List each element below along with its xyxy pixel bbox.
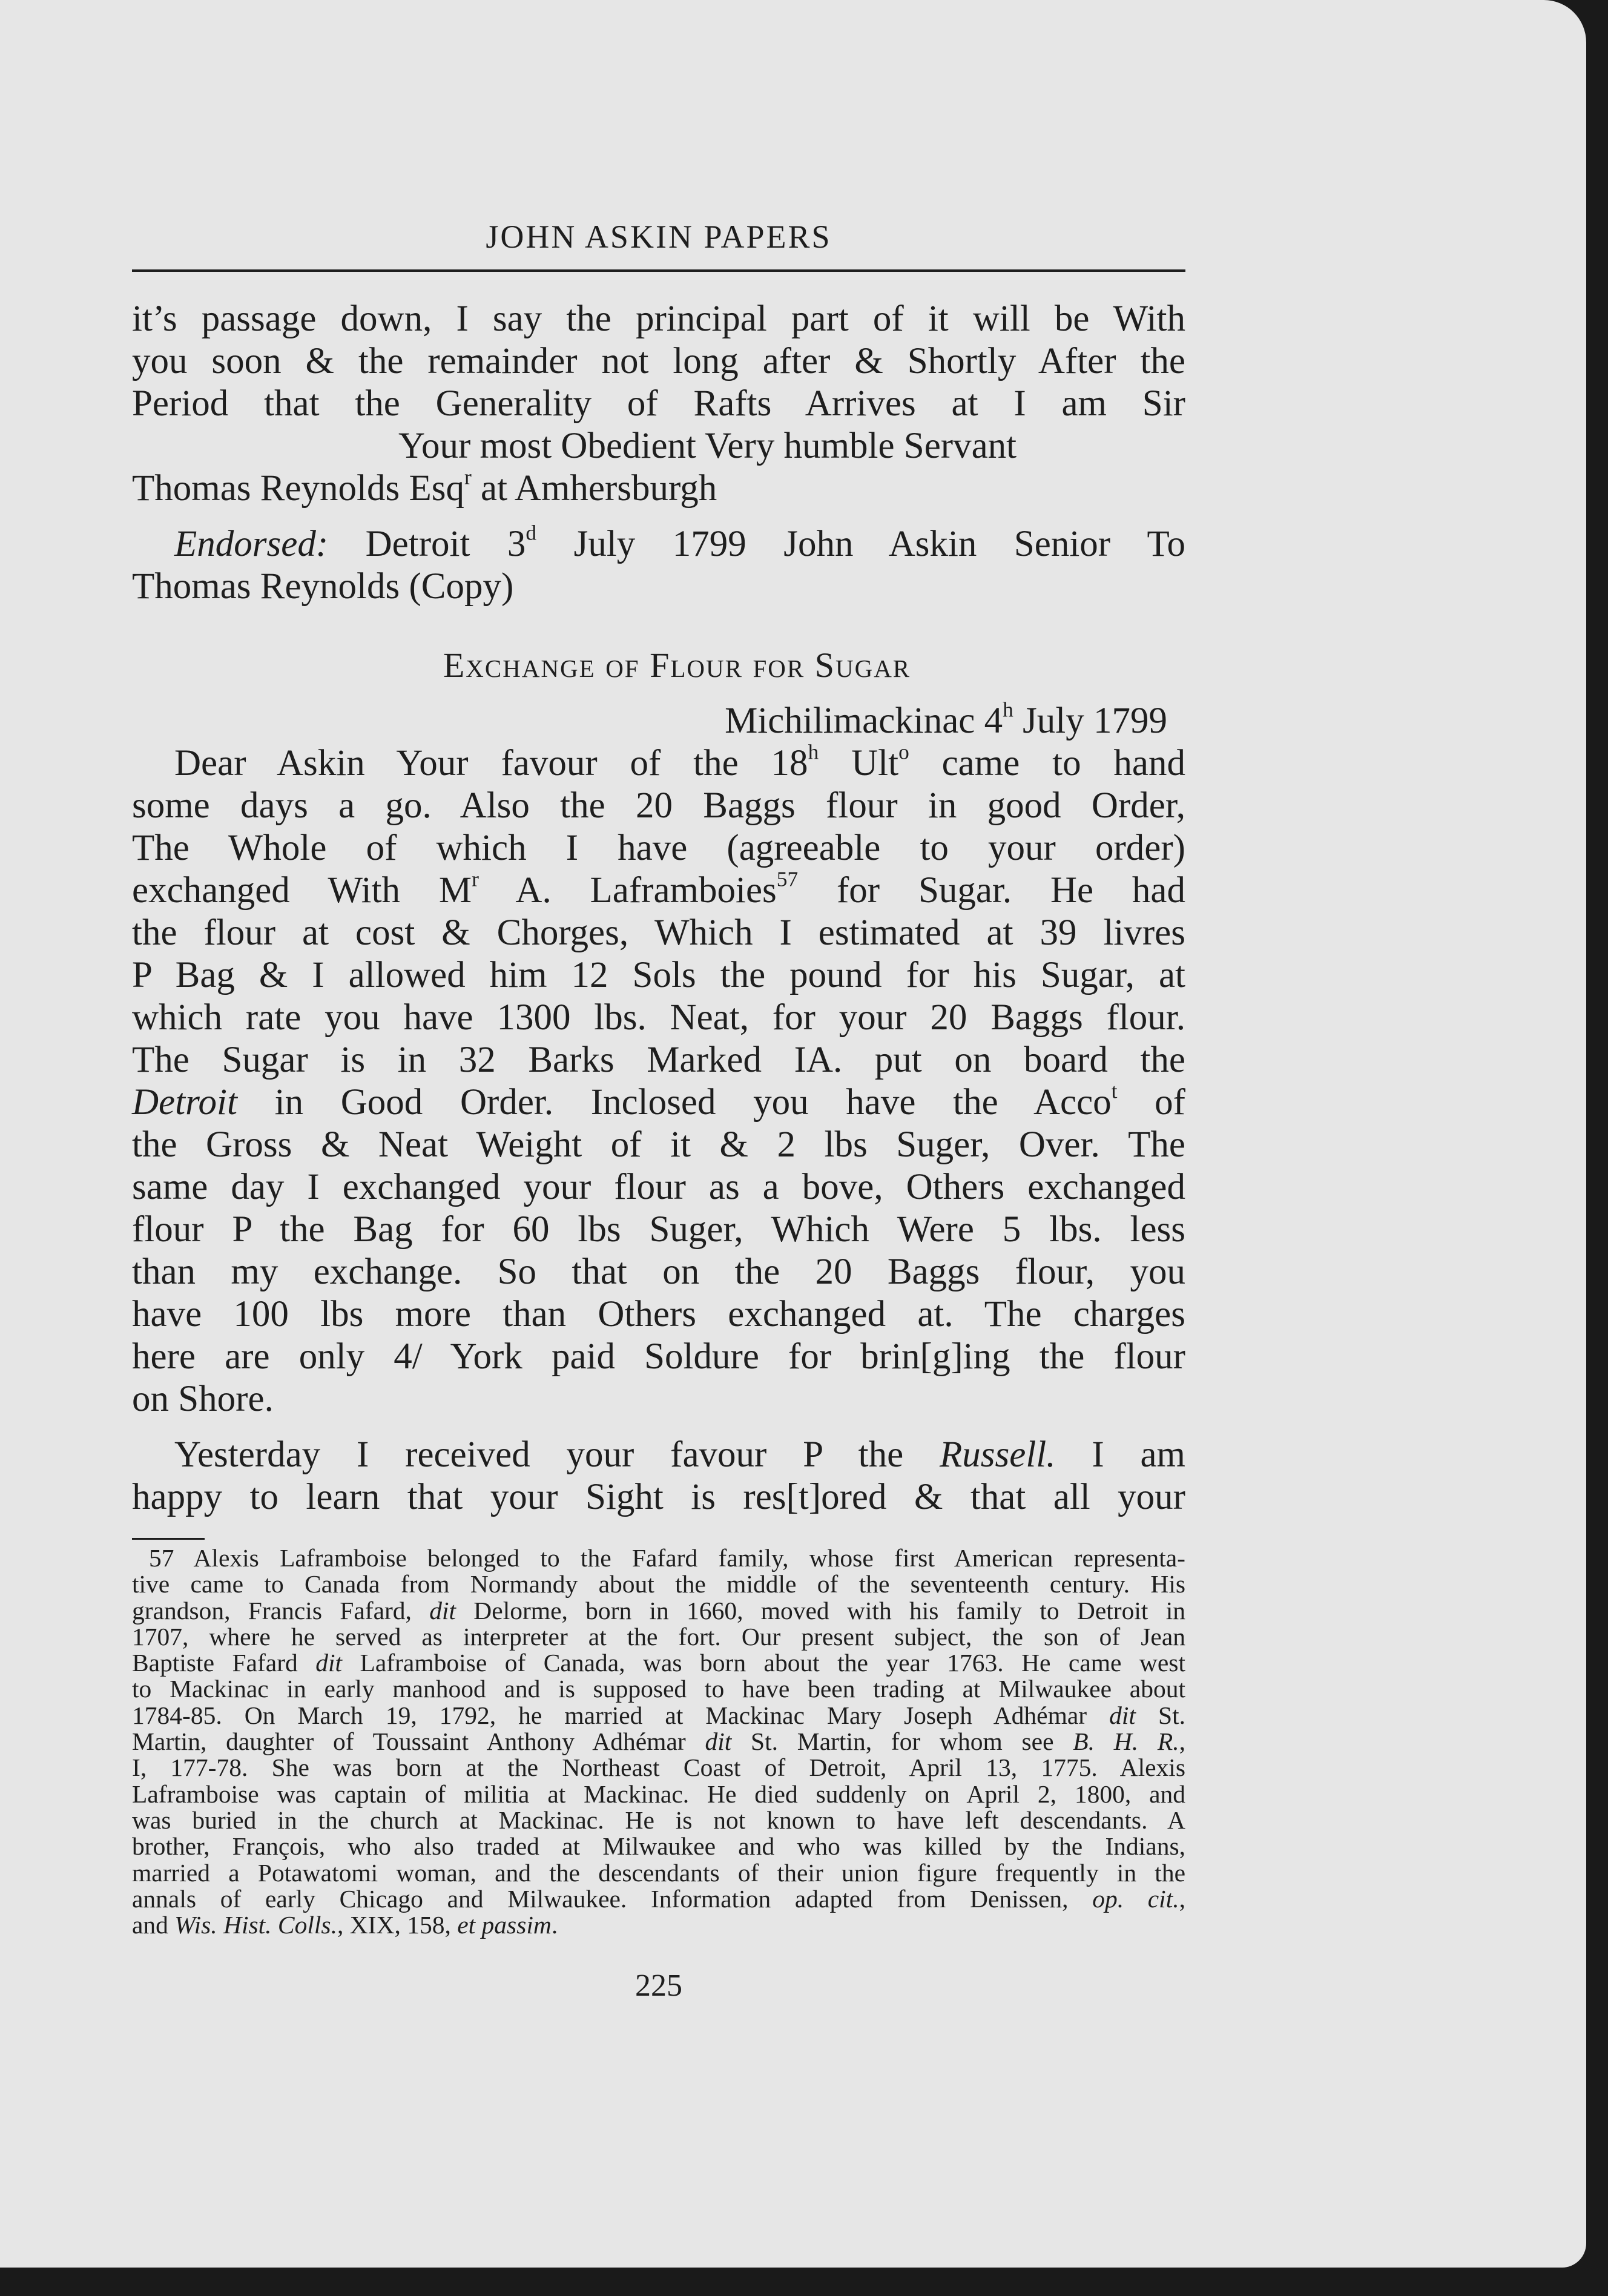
footnote-rule bbox=[132, 1538, 205, 1540]
text-line: you soon & the remainder not long after & Shortly After the bbox=[132, 341, 1185, 381]
body-text bbox=[132, 298, 1185, 1519]
footnote-ref: 57 bbox=[776, 866, 799, 891]
footnote-line: Martin, daughter of Toussaint Anthony Adhémar dit St. Martin, for whom see B. H. R., bbox=[132, 1727, 1185, 1756]
text-line: the Gross & Neat Weight of it & 2 lbs Suger, Over. The bbox=[132, 1124, 1185, 1165]
section-title: Exchange of Flour for Sugar bbox=[443, 645, 911, 685]
endorsement-label: Endorsed: bbox=[174, 524, 329, 564]
footnote-line: tive came to Canada from Normandy about the middle of the seventeenth century. His bbox=[132, 1570, 1185, 1598]
footnote-line: Baptiste Fafard dit Laframboise of Canada, was born about the year 1763. He came west bbox=[132, 1649, 1185, 1677]
footnote-line: grandson, Francis Fafard, dit Delorme, born in 1660, moved with his family to Detroit in bbox=[132, 1596, 1186, 1625]
text-line: Thomas Reynolds (Copy) bbox=[132, 566, 514, 607]
dateline: Michilimackinac 4$^h$ July 1799 bbox=[725, 697, 1167, 741]
text-line: the flour at cost & Chorges, Which I estimated at 39 livres bbox=[132, 912, 1185, 953]
letter-closing: Your most Obedient Very humble Servant bbox=[398, 426, 1017, 466]
text-line: here are only 4/ York paid Soldure for brin[g]ing the flour bbox=[132, 1336, 1185, 1377]
footnote-line: was buried in the church at Mackinac. He is not known to have left descendants. A bbox=[132, 1806, 1185, 1834]
footnote-line: Laframboise was captain of militia at Mackinac. He died suddenly on April 2, 1800, and bbox=[132, 1780, 1185, 1808]
footnote bbox=[132, 1545, 1185, 1938]
text-line: same day I exchanged your flour as a bove, Others exchanged bbox=[132, 1167, 1185, 1207]
text-line: it’s passage down, I say the principal part of it will be With bbox=[132, 299, 1185, 339]
letter-address: Thomas Reynolds Esq$^r$ at Amhersburgh bbox=[132, 464, 717, 509]
text-line: have 100 lbs more than Others exchanged at. The charges bbox=[132, 1294, 1185, 1334]
text-line: happy to learn that your Sight is res[t]ored & that all your bbox=[132, 1477, 1185, 1517]
footnote-line: 1707, where he served as interpreter at the fort. Our present subject, the son of Jean bbox=[132, 1622, 1185, 1651]
text-line: Dear Askin Your favour of the 18$^h$ Ult$^o$ came to hand bbox=[174, 739, 1186, 783]
text-line: The Whole of which I have (agreeable to your order) bbox=[132, 828, 1185, 868]
footnote-line: 1784-85. On March 19, 1792, he married at Mackinac Mary Joseph Adhémar dit St. bbox=[132, 1701, 1185, 1729]
footnote-line: to Mackinac in early manhood and is supposed to have been trading at Milwaukee about bbox=[132, 1675, 1185, 1703]
text-line: The Sugar is in 32 Barks Marked IA. put on board the bbox=[132, 1040, 1185, 1080]
text-line: flour P the Bag for 60 lbs Suger, Which Were 5 lbs. less bbox=[132, 1209, 1185, 1250]
text-line: on Shore. bbox=[132, 1379, 274, 1419]
text-line: Yesterday I received your favour P the Russell. I am bbox=[174, 1434, 1185, 1475]
text-line: Period that the Generality of Rafts Arrives at I am Sir bbox=[132, 383, 1185, 424]
page-number: 225 bbox=[635, 1968, 682, 2003]
text-line: Detroit in Good Order. Inclosed you have the Acco$^t$ of bbox=[132, 1078, 1185, 1123]
endorsement: Endorsed: Detroit 3$^d$ July 1799 John Askin Senior To bbox=[174, 520, 1185, 564]
footnote-line: and Wis. Hist. Colls., XIX, 158, et passim. bbox=[132, 1911, 558, 1939]
text-line: which rate you have 1300 lbs. Neat, for your 20 Baggs flour. bbox=[132, 997, 1185, 1038]
text-line: some days a go. Also the 20 Baggs flour in good Order, bbox=[132, 785, 1185, 826]
header-rule bbox=[132, 269, 1185, 272]
footnote-line: I, 177-78. She was born at the Northeast Coast of Detroit, April 13, 1775. Alexis bbox=[132, 1753, 1185, 1782]
footnote-line: brother, François, who also traded at Milwaukee and who was killed by the Indians, bbox=[132, 1832, 1185, 1861]
running-head: JOHN ASKIN PAPERS bbox=[486, 219, 832, 255]
text-line: exchanged With $M^r$ A. Laframboies$^{57}$ for Sugar. He had bbox=[132, 866, 1186, 911]
footnote-line: annals of early Chicago and Milwaukee. Information adapted from Denissen, op. cit., bbox=[132, 1884, 1185, 1913]
footnote-line: 57 Alexis Laframboise belonged to the Fafard family, whose first American representa- bbox=[149, 1544, 1185, 1572]
footnote-line: married a Potawatomi woman, and the descendants of their union figure frequently in the bbox=[132, 1858, 1185, 1887]
text-line: P Bag & I allowed him 12 Sols the pound for his Sugar, at bbox=[132, 955, 1185, 995]
text-line: than my exchange. So that on the 20 Baggs flour, you bbox=[132, 1252, 1185, 1292]
